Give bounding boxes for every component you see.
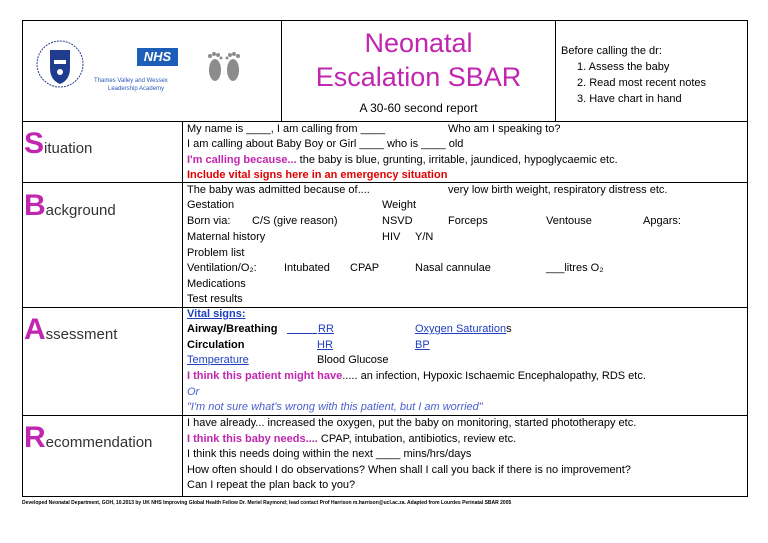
assessment-bp: BP	[415, 339, 430, 351]
situation-calling-text: the baby is blue, grunting, irritable, jaundiced, hypoglycaemic etc.	[296, 154, 618, 166]
recommendation-line-2	[187, 432, 516, 446]
situation-line-2: I am calling about Baby Boy or Girl ____ who is ____ old	[187, 138, 464, 150]
assessment-circulation: Circulation	[187, 339, 245, 351]
background-apgars: Apgars:	[643, 215, 681, 227]
background-tests: Test results	[187, 293, 243, 305]
background-cs: C/S (give reason)	[252, 215, 338, 227]
background-nsvd: NSVD	[382, 215, 413, 227]
background-cpap: CPAP	[350, 262, 380, 274]
assessment-think-text: ..... an infection, Hypoxic Ischaemic Encephalopathy, RDS etc.	[342, 370, 646, 382]
nhs-logo: NHS	[137, 48, 178, 66]
section-label-assessment: Assessment	[24, 313, 118, 346]
academy-logo-text-1: Thames Valley and Wessex	[94, 78, 168, 84]
background-gestation: Gestation	[187, 199, 235, 211]
background-weight: Weight	[382, 199, 417, 211]
before-item: 1. Assess the baby	[577, 61, 670, 73]
assessment-think	[187, 369, 646, 383]
before-heading: Before calling the dr:	[561, 45, 662, 57]
background-admitted: The baby was admitted because of....	[187, 184, 370, 196]
recommendation-line-4: How often should I do observations? When shall I call you back if there is no improvement?	[187, 464, 631, 476]
recommendation-line-1: I have already... increased the oxygen, put the baby on monitoring, started phototherapy etc.	[187, 417, 637, 429]
assessment-or: Or	[187, 386, 200, 398]
subtitle: A 30-60 second report	[359, 101, 478, 115]
background-litres: ___litres O₂	[546, 262, 604, 274]
recommendation-line-3: I think this needs doing within the next ____ mins/hrs/days	[187, 448, 472, 460]
background-forceps: Forceps	[448, 215, 488, 227]
title-line-1: Neonatal	[364, 28, 473, 58]
assessment-unsure: "I'm not sure what's wrong with this patient, but I am worried"	[187, 401, 483, 413]
background-ventilation: Ventilation/O₂:	[187, 262, 257, 274]
assessment-temperature: Temperature	[187, 354, 249, 366]
before-item: 2. Read most recent notes	[577, 77, 707, 89]
recommendation-needs-label: I think this baby needs....	[187, 433, 318, 445]
background-intubated: Intubated	[284, 262, 330, 274]
background-medications: Medications	[187, 278, 246, 290]
background-hiv: HIV	[382, 231, 401, 243]
background-born-via: Born via:	[187, 215, 231, 227]
situation-line-1a: My name is ____, I am calling from ____	[187, 123, 386, 135]
baby-footprints-icon	[202, 48, 246, 86]
university-crest-logo	[36, 38, 84, 90]
background-admitted-examples: very low birth weight, respiratory distress etc.	[448, 184, 668, 196]
assessment-hr: HR	[317, 339, 333, 351]
situation-calling-label: I'm calling because...	[187, 154, 297, 166]
recommendation-line-5: Can I repeat the plan back to you?	[187, 479, 356, 491]
assessment-airway-blank	[287, 333, 317, 334]
section-label-background: Background	[24, 189, 116, 222]
section-label-recommendation: Recommendation	[24, 421, 153, 454]
section-label-situation: Situation	[24, 127, 93, 160]
footer-credits: Developed Neonatal Department, GOH, 10.2013 by UK NHS Improving Global Health Fellow Dr. Meriel Raymond; lead contact Prof Harrison m.harrison@ucl.ac.za. Adapted from Lourdes Perinatal SBAR 2005	[22, 500, 512, 506]
background-problem: Problem list	[187, 247, 245, 259]
assessment-oxygen-suffix: s	[506, 323, 512, 335]
assessment-oxygen	[415, 322, 512, 336]
before-item: 3. Have chart in hand	[577, 93, 682, 105]
recommendation-needs-text: CPAP, intubation, antibiotics, review etc.	[317, 433, 517, 445]
background-nasal: Nasal cannulae	[415, 262, 491, 274]
assessment-oxygen-link: Oxygen Saturation	[415, 323, 507, 335]
title-line-2: Escalation SBAR	[315, 62, 522, 92]
background-ventouse: Ventouse	[546, 215, 592, 227]
situation-line-1b: Who am I speaking to?	[448, 123, 561, 135]
academy-logo-text-2: Leadership Academy	[108, 86, 165, 92]
assessment-glucose: Blood Glucose	[317, 354, 389, 366]
situation-vital-alert: Include vital signs here in an emergency situation	[187, 169, 448, 181]
assessment-rr: RR	[318, 323, 334, 335]
assessment-airway: Airway/Breathing	[187, 323, 278, 335]
situation-line-3	[187, 153, 618, 167]
background-maternal: Maternal history	[187, 231, 266, 243]
assessment-vital-signs: Vital signs:	[187, 308, 246, 320]
background-yn: Y/N	[415, 231, 434, 243]
assessment-think-label: I think this patient might have	[187, 370, 343, 382]
